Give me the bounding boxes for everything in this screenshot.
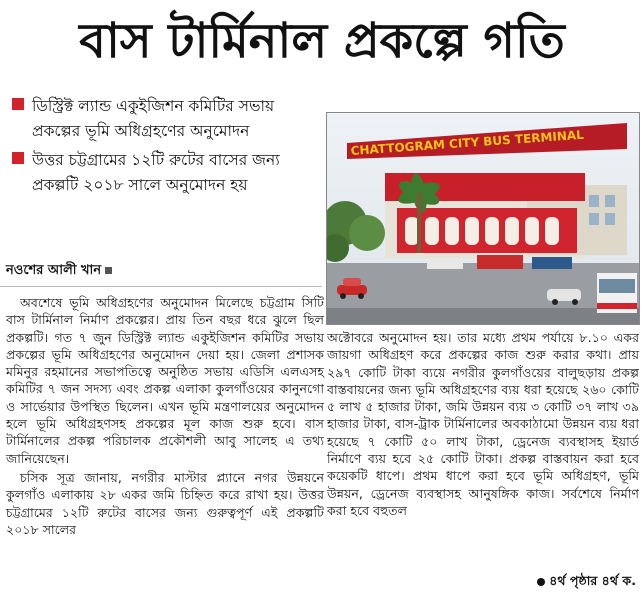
bus-terminal-rendering-image xyxy=(326,112,640,325)
highlights xyxy=(8,94,326,202)
article-column-left xyxy=(6,294,324,538)
bullet-icon xyxy=(537,578,545,586)
red-square-bullet-icon xyxy=(12,152,24,164)
headline: বাস টার্মিনাল প্রকল্পে গতি xyxy=(79,13,565,69)
byline xyxy=(6,262,112,280)
highlight-item xyxy=(8,94,326,144)
highlight-text: ডিস্ট্রিক্ট ল্যান্ড একুইজিশন কমিটির সভায় প্রকল্পের ভূমি অধিগ্রহণের অনুমোদন xyxy=(32,97,275,140)
byline-author: নওশের আলী খান xyxy=(6,263,102,278)
divider xyxy=(0,286,322,287)
article-paragraph: অবশেষে ভূমি অধিগ্রহণের অনুমোদন মিলেছে চট্টগ্রাম সিটি বাস টার্মিনাল নির্মাণ প্রকল্পের। প্রায় তিন বছর ধরে ঝুলে ছিল প্রকল্পটি। গত ৭ জুন ডিস্ট্রিক্ট ল্যান্ড একুইজিশন কমিটির সভায় প্রকল্পের ভূমি অধিগ্রহণের অনুমোদন দেয়া হয়। জেলা প্রশাসক মমিনুর রহমানের সভাপতিত্বে অনুষ্ঠিত সভায় এডিসি এলএসহ কমিটির ৭ জন সদস্য এবং প্রকল্প এলাকা কুলগাঁওয়ের কানুনগো ও সার্ভেয়ার উপস্থিত ছিলেন। এখন ভূমি মন্ত্রণালয়ের অনুমোদন হলে ভূমি অধিগ্রহণসহ প্রকল্পের মূল কাজ শুরু হবে। বাস টার্মিনালের প্রকল্প পরিচালক প্রকৌশলী আবু সালেহ এ তথ্য জানিয়েছেন। xyxy=(6,295,324,466)
highlight-item xyxy=(8,148,326,198)
article-paragraph: চসিক সূত্র জানায়, নগরীর মাস্টার প্ল্যানে নগর উন্নয়নে কুলগাঁও এলাকায় ২৮ একর জমি চিহ্নিত করে রাখা হয়। উত্তর চট্টগ্রামের ১২টি রুটের বাসের জন্য গুরুত্বপূর্ণ এই প্রকল্পটি ২০১৮ সালের xyxy=(6,469,324,537)
byline-square-icon xyxy=(105,267,112,274)
continuation-note xyxy=(537,573,636,593)
article-paragraph: অক্টোবরে অনুমোদন হয়। তার মধ্যে প্রথম পর্যায়ে ৮.১০ একর জায়গা অধিগ্রহণ করে প্রকল্পের কাজ শুরু করার কথা। প্রায় ২৯৭ কোটি টাকা ব্যয়ে নগরীর কুলগাঁওয়ের বালুছড়ায় প্রকল্প বাস্তবায়নের জন্য ভূমি অধিগ্রহণের ব্যয় ধরা হয়েছে ২৬০ কোটি ৫ লাখ ৫ হাজার টাকা, জমি উন্নয়ন ব্যয় ৩ কোটি ৩৭ লাখ ৩৯ হাজার টাকা, বাস-ট্রাক টার্মিনালের অবকাঠামো উন্নয়ন ব্যয় ধরা হয়েছে ৭ কোটি ৫০ লাখ টাকা, ড্রেনেজ ব্যবস্থাসহ ইয়ার্ড নির্মাণে ব্যয় হবে ২৫ কোটি টাকা। প্রকল্প বাস্তবায়ন করা হবে কয়েকটি ধাপে। প্রথম ধাপে করা হবে ভূমি অধিগ্রহণ, ভূমি উন্নয়ন, ড্রেনেজ ব্যবস্থাসহ আনুষঙ্গিক কাজ। সর্বশেষে নির্মাণ করা হবে বহুতল xyxy=(327,330,639,518)
red-square-bullet-icon xyxy=(12,98,24,110)
continuation-text: ৪র্থ পৃষ্ঠার ৪র্থ ক. xyxy=(549,573,636,588)
article-column-right xyxy=(327,329,639,519)
highlight-text: উত্তর চট্টগ্রামের ১২টি রুটের বাসের জন্য প্রকল্পটি ২০১৮ সালে অনুমোদন হয় xyxy=(32,151,280,194)
sign-text: CHATTOGRAM CITY BUS TERMINAL xyxy=(350,127,585,158)
